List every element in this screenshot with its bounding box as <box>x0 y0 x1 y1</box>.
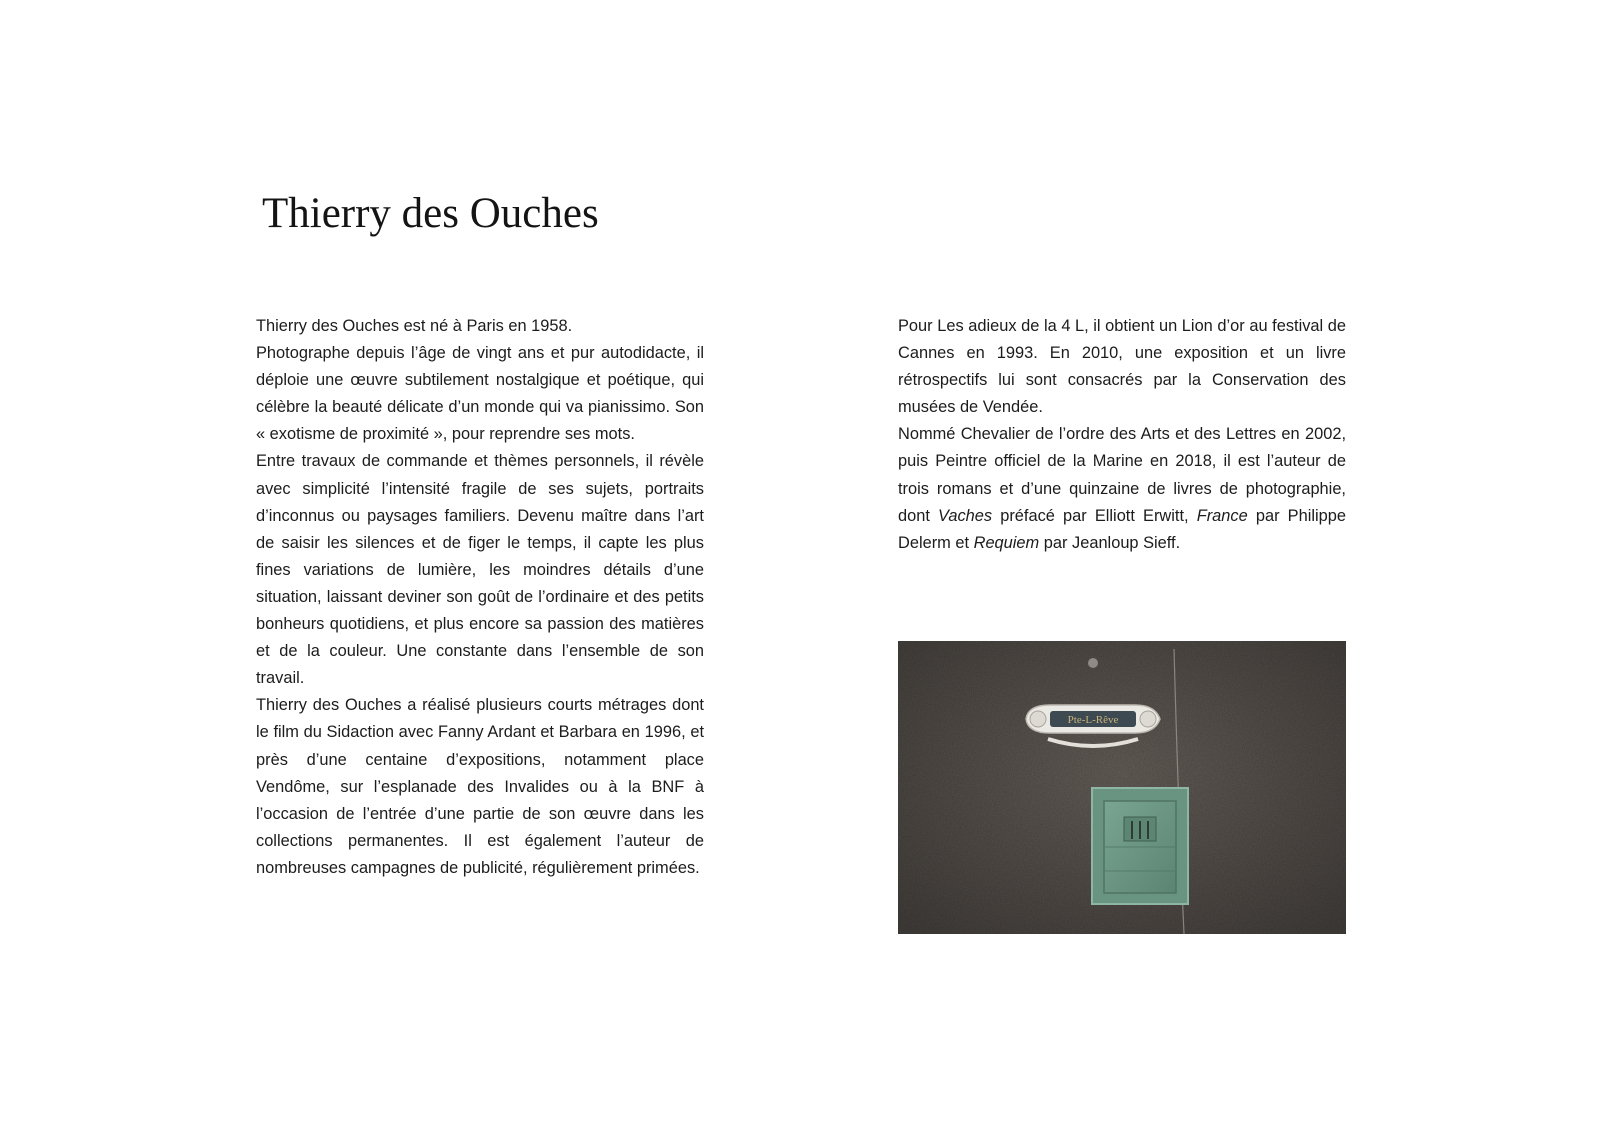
green-shutter <box>1092 788 1188 904</box>
wall-knob <box>1088 658 1098 668</box>
bio-paragraph-career: Photographe depuis l’âge de vingt ans et pur autodidacte, il déploie une œuvre subtilement nostalgique et poétique, qui célèbre la beauté délicate d’un monde qui va pianissimo. Son « exotisme de proximité », pour reprendre ses mots. <box>256 344 704 444</box>
photograph-wall-sign <box>898 641 1346 934</box>
bio-paragraph-films: Thierry des Ouches a réalisé plusieurs courts métrages dont le film du Sidaction avec Fanny Ardant et Barbara en 1996, et près d’une centaine d’expositions, notamment place Vendôme, sur l’esplanade des Invalides ou à la BNF à l’occasion de l’entrée d’une partie de son œuvre dans les collections permanentes. Il est également l’auteur de nombreuses campagnes de publicité, régulièrement primées. <box>256 696 704 877</box>
bio-paragraph-books <box>898 421 1346 556</box>
books-text-1: Nommé Chevalier de l’ordre des Arts et des Lettres en 2002, puis Peintre officiel de la Marine en 2018, il est l’auteur de trois romans et d’une quinzaine de livres de photographie, dont <box>898 425 1346 525</box>
bio-paragraph-work: Entre travaux de commande et thèmes personnels, il révèle avec simplicité l’intensité fragile de ses sujets, portraits d’inconnus ou paysages familiers. Devenu maître dans l’art de saisir les silences et de figer le temps, il capte les plus fines variations de lumière, les moindres détails d’une situation, laissant deviner son goût de l’ordinaire et des petits bonheurs quotidiens, et plus encore sa passion des matières et de la couleur. Une constante dans l’ensemble de son travail. <box>256 452 704 688</box>
biography-left-column <box>256 313 704 882</box>
plaque-text: Pte-L-Rêve <box>1067 714 1119 726</box>
bio-paragraph-birth: Thierry des Ouches est né à Paris en 1958. <box>256 317 573 335</box>
page-title: Thierry des Ouches <box>262 190 599 237</box>
book-title-france: France <box>1196 506 1248 525</box>
bio-paragraph-awards: Pour Les adieux de la 4 L, il obtient un Lion d’or au festival de Cannes en 1993. En 2010, une exposition et un livre rétrospectifs lui sont consacrés par la Conservation des musées de Vendée. <box>898 317 1346 417</box>
books-text-3: par Philippe Delerm et <box>898 506 1346 552</box>
biography-right-column <box>898 313 1346 557</box>
books-text-2: préfacé par Elliott Erwitt, <box>992 506 1197 525</box>
book-title-requiem: Requiem <box>973 533 1040 552</box>
photo-illustration <box>898 641 1346 934</box>
books-text-4: par Jeanloup Sieff. <box>1039 533 1181 552</box>
book-title-vaches: Vaches <box>938 506 993 525</box>
